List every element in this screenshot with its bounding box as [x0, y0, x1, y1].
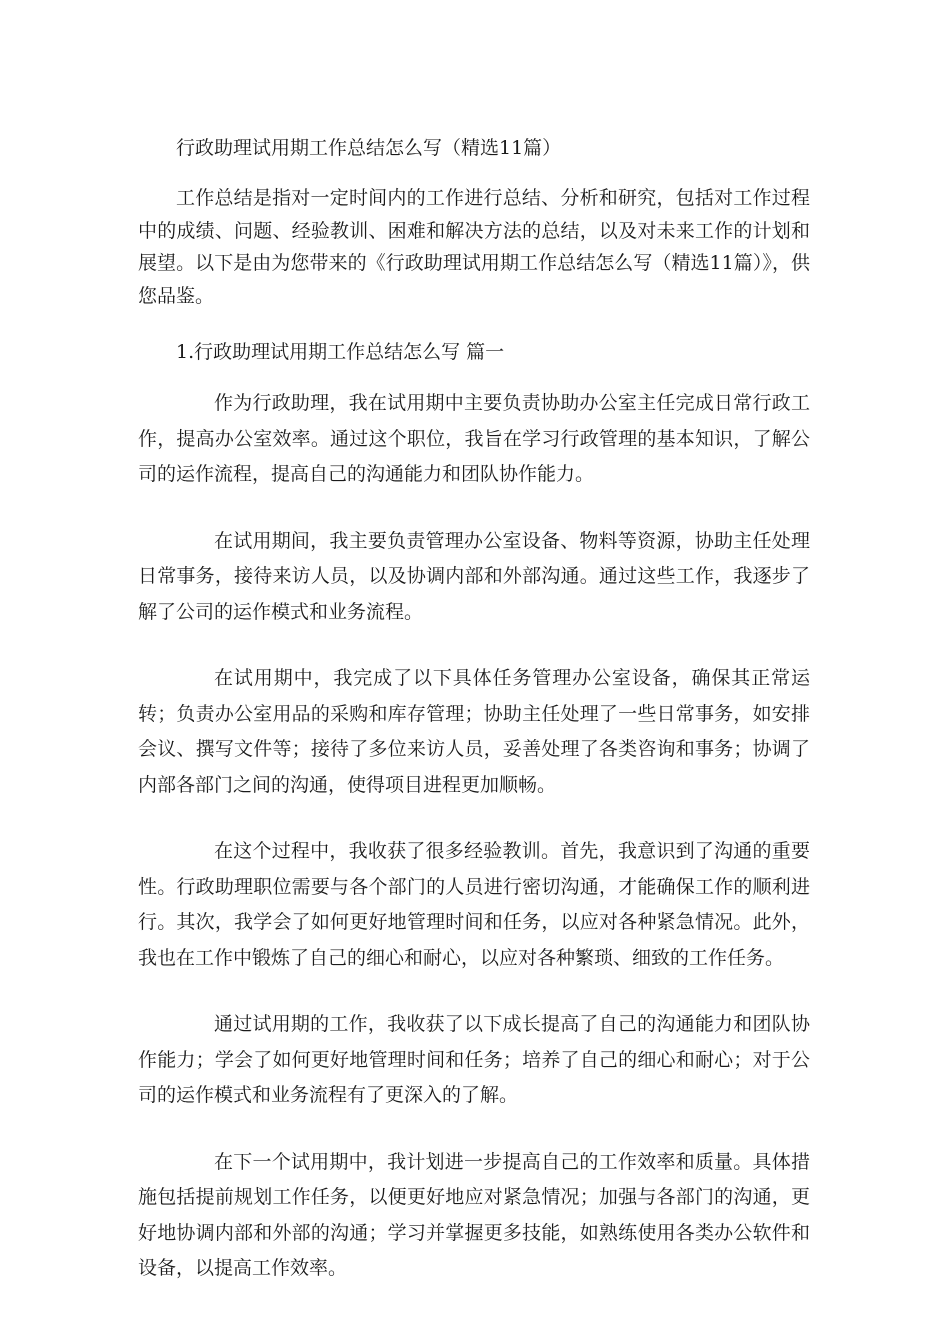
section-1 [138, 332, 810, 1287]
section-heading: 1.行政助理试用期工作总结怎么写 篇一 [176, 341, 505, 364]
document-page [138, 128, 810, 1318]
body-paragraph-6: 在下一个试用期中，我计划进一步提高自己的工作效率和质量。具体措施包括提前规划工作任务，以便更好地应对紧急情况；加强与各部门的沟通，更好地协调内部和外部的沟通；学习并掌握更多技能，如熟练使用各类办公软件和设备，以提高工作效率。 [138, 1150, 810, 1280]
body-paragraph-5: 通过试用期的工作，我收获了以下成长提高了自己的沟通能力和团队协作能力；学会了如何更好地管理时间和任务；培养了自己的细心和耐心；对于公司的运作模式和业务流程有了更深入的了解。 [138, 1013, 810, 1107]
body-paragraph-1: 作为行政助理，我在试用期中主要负责协助办公室主任完成日常行政工作，提高办公室效率。通过这个职位，我旨在学习行政管理的基本知识，了解公司的运作流程，提高自己的沟通能力和团队协作能力。 [138, 392, 810, 486]
body-paragraph-4: 在这个过程中，我收获了很多经验教训。首先，我意识到了沟通的重要性。行政助理职位需要与各个部门的人员进行密切沟通，才能确保工作的顺利进行。其次，我学会了如何更好地管理时间和任务，以应对各种紧急情况。此外，我也在工作中锻炼了自己的细心和耐心，以应对各种繁琐、细致的工作任务。 [138, 840, 810, 969]
body-paragraph-3: 在试用期中，我完成了以下具体任务管理办公室设备，确保其正常运转；负责办公室用品的采购和库存管理；协助主任处理了一些日常事务，如安排会议、撰写文件等；接待了多位来访人员，妥善处理了各类咨询和事务；协调了内部各部门之间的沟通，使得项目进程更加顺畅。 [138, 667, 810, 796]
body-paragraph-2: 在试用期间，我主要负责管理办公室设备、物料等资源，协助主任处理日常事务，接待来访人员，以及协调内部和外部沟通。通过这些工作，我逐步了解了公司的运作模式和业务流程。 [138, 529, 810, 623]
intro-paragraph: 工作总结是指对一定时间内的工作进行总结、分析和研究，包括对工作过程中的成绩、问题、经验教训、困难和解决方法的总结，以及对未来工作的计划和展望。以下是由为您带来的《行政助理试用期工作总结怎么写（精选11篇）》，供您品鉴。 [138, 187, 810, 307]
document-title: 行政助理试用期工作总结怎么写（精选11篇） [176, 137, 562, 159]
